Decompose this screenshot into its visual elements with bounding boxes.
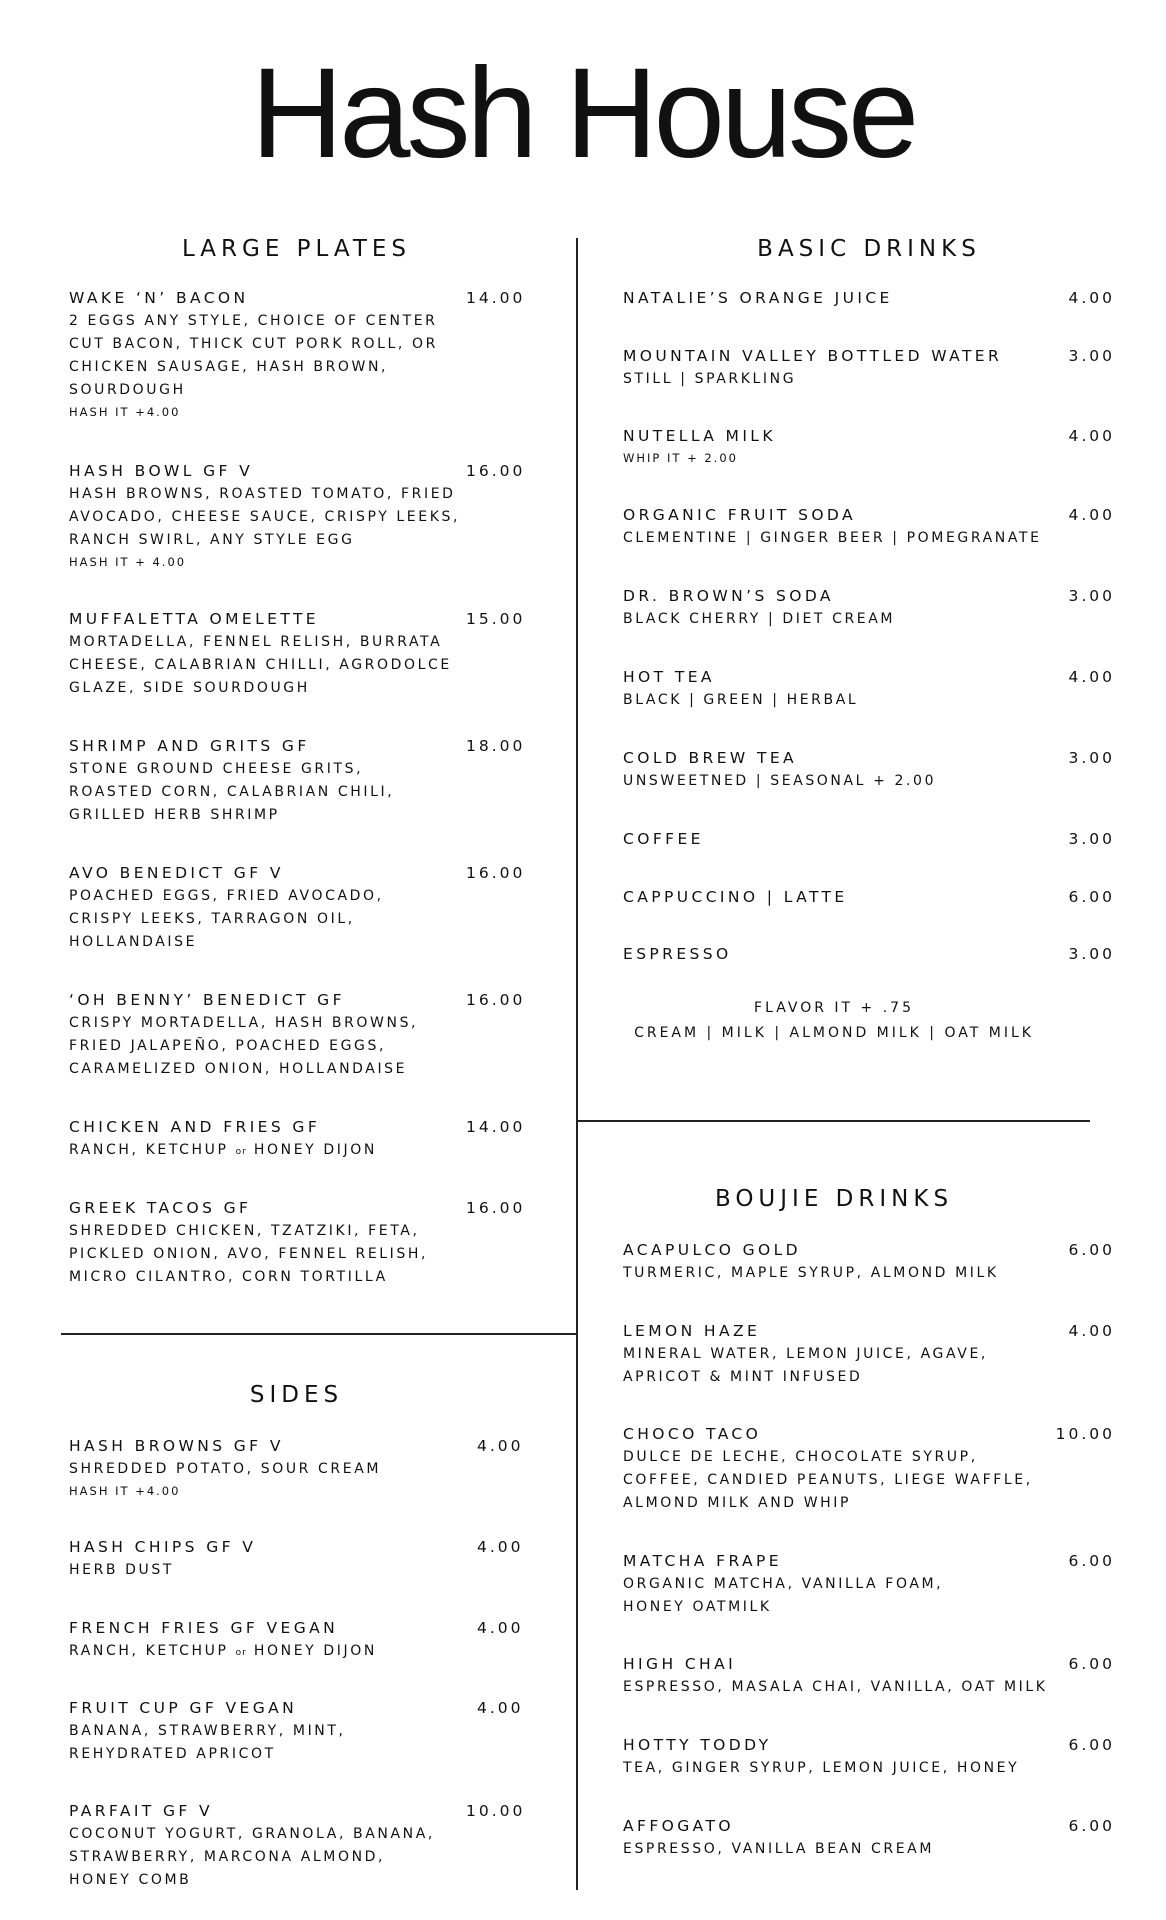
menu-item bbox=[623, 1238, 999, 1285]
item-desc: STONE GROUND CHEESE GRITS, bbox=[69, 761, 364, 777]
section-heading: SIDES bbox=[249, 1382, 344, 1408]
item-price: 6.00 bbox=[1068, 1736, 1115, 1754]
item-price: 10.00 bbox=[466, 1802, 526, 1820]
item-name: HASH BOWL GF V bbox=[69, 462, 254, 480]
menu-item bbox=[623, 503, 1042, 550]
item-price: 16.00 bbox=[466, 991, 526, 1009]
item-price: 6.00 bbox=[1068, 1655, 1115, 1673]
item-name: CAPPUCCINO | LATTE bbox=[623, 888, 848, 906]
item-desc: BANANA, STRAWBERRY, MINT, bbox=[69, 1723, 346, 1739]
menu-item bbox=[623, 827, 704, 851]
menu-item bbox=[623, 942, 732, 966]
item-name: CHICKEN AND FRIES GF bbox=[69, 1118, 321, 1136]
item-name: MOUNTAIN VALLEY BOTTLED WATER bbox=[623, 347, 1003, 365]
item-name: AFFOGATO bbox=[623, 1817, 734, 1835]
item-name: LEMON HAZE bbox=[623, 1322, 761, 1340]
menu-item bbox=[69, 1115, 377, 1164]
item-desc: DULCE DE LECHE, CHOCOLATE SYRUP, bbox=[623, 1449, 978, 1465]
item-name: HIGH CHAI bbox=[623, 1655, 737, 1673]
item-price: 4.00 bbox=[477, 1619, 524, 1637]
item-price: 6.00 bbox=[1068, 888, 1115, 906]
item-desc: RANCH SWIRL, ANY STYLE EGG bbox=[69, 532, 355, 548]
item-name: CHOCO TACO bbox=[623, 1425, 762, 1443]
desc-part: RANCH, KETCHUP bbox=[69, 1643, 236, 1659]
item-name: PARFAIT GF V bbox=[69, 1802, 214, 1820]
item-desc: COCONUT YOGURT, GRANOLA, BANANA, bbox=[69, 1826, 435, 1842]
menu-item bbox=[623, 1814, 934, 1861]
item-price: 6.00 bbox=[1068, 1817, 1115, 1835]
menu-item bbox=[623, 746, 936, 793]
item-price: 3.00 bbox=[1068, 347, 1115, 365]
menu-item bbox=[623, 1319, 988, 1389]
menu-item bbox=[69, 988, 418, 1081]
menu-item bbox=[69, 607, 452, 700]
item-desc: CLEMENTINE | GINGER BEER | POMEGRANATE bbox=[623, 530, 1042, 546]
item-name: DR. BROWN’S SODA bbox=[623, 587, 834, 605]
menu-item bbox=[623, 665, 858, 712]
desc-part: RANCH, KETCHUP bbox=[69, 1142, 236, 1158]
item-price: 4.00 bbox=[1068, 427, 1115, 445]
item-desc: CARAMELIZED ONION, HOLLANDAISE bbox=[69, 1061, 408, 1077]
item-name: HOT TEA bbox=[623, 668, 715, 686]
item-desc: GLAZE, SIDE SOURDOUGH bbox=[69, 680, 310, 696]
menu-item bbox=[623, 286, 893, 310]
item-price: 3.00 bbox=[1068, 830, 1115, 848]
item-desc: SOURDOUGH bbox=[69, 382, 186, 398]
item-price: 4.00 bbox=[1068, 668, 1115, 686]
item-price: 10.00 bbox=[1055, 1425, 1115, 1443]
item-price: 4.00 bbox=[477, 1538, 524, 1556]
item-name: FRUIT CUP GF VEGAN bbox=[69, 1699, 298, 1717]
item-desc: TEA, GINGER SYRUP, LEMON JUICE, HONEY bbox=[623, 1760, 1020, 1776]
item-price: 18.00 bbox=[466, 737, 526, 755]
item-name: FRENCH FRIES GF VEGAN bbox=[69, 1619, 339, 1637]
item-desc: BLACK CHERRY | DIET CREAM bbox=[623, 611, 896, 627]
item-desc bbox=[69, 1139, 377, 1164]
item-price: 4.00 bbox=[1068, 506, 1115, 524]
item-desc: ORGANIC MATCHA, VANILLA FOAM, bbox=[623, 1576, 944, 1592]
item-name: MATCHA FRAPE bbox=[623, 1552, 782, 1570]
item-desc: ROASTED CORN, CALABRIAN CHILI, bbox=[69, 784, 395, 800]
item-desc: REHYDRATED APRICOT bbox=[69, 1746, 276, 1762]
item-name: HASH BROWNS GF V bbox=[69, 1437, 284, 1455]
item-name: WAKE ‘N’ BACON bbox=[69, 289, 249, 307]
item-desc: UNSWEETNED | SEASONAL + 2.00 bbox=[623, 773, 937, 789]
item-desc: BLACK | GREEN | HERBAL bbox=[623, 692, 859, 708]
menu-item bbox=[69, 734, 394, 827]
menu-item bbox=[623, 1422, 1033, 1515]
menu-item bbox=[69, 1616, 377, 1665]
item-desc bbox=[69, 1640, 377, 1665]
item-desc: POACHED EGGS, FRIED AVOCADO, bbox=[69, 888, 384, 904]
item-name: MUFFALETTA OMELETTE bbox=[69, 610, 320, 628]
item-desc: 2 EGGS ANY STYLE, CHOICE OF CENTER bbox=[69, 313, 438, 329]
item-note: WHIP IT + 2.00 bbox=[623, 451, 738, 465]
menu-item bbox=[69, 1535, 256, 1582]
item-name: SHRIMP AND GRITS GF bbox=[69, 737, 310, 755]
item-price: 4.00 bbox=[1068, 1322, 1115, 1340]
restaurant-title: Hash House bbox=[250, 42, 916, 185]
item-price: 14.00 bbox=[466, 289, 526, 307]
item-desc: COFFEE, CANDIED PEANUTS, LIEGE WAFFLE, bbox=[623, 1472, 1033, 1488]
milk-options: CREAM | MILK | ALMOND MILK | OAT MILK bbox=[634, 1025, 1034, 1041]
item-desc: ALMOND MILK AND WHIP bbox=[623, 1495, 852, 1511]
menu-item bbox=[623, 1549, 943, 1619]
item-name: HOTTY TODDY bbox=[623, 1736, 772, 1754]
item-price: 3.00 bbox=[1068, 749, 1115, 767]
item-desc: CRISPY LEEKS, TARRAGON OIL, bbox=[69, 911, 355, 927]
item-note: HASH IT +4.00 bbox=[69, 1484, 181, 1498]
item-desc: CHICKEN SAUSAGE, HASH BROWN, bbox=[69, 359, 389, 375]
item-desc: MORTADELLA, FENNEL RELISH, BURRATA bbox=[69, 634, 443, 650]
item-desc: MICRO CILANTRO, CORN TORTILLA bbox=[69, 1269, 388, 1285]
item-desc: GRILLED HERB SHRIMP bbox=[69, 807, 280, 823]
menu-item bbox=[623, 424, 776, 468]
menu-item bbox=[623, 344, 1002, 391]
item-name: COLD BREW TEA bbox=[623, 749, 798, 767]
item-name: ORGANIC FRUIT SODA bbox=[623, 506, 857, 524]
menu-item bbox=[69, 286, 438, 422]
item-name: HASH CHIPS GF V bbox=[69, 1538, 257, 1556]
flavor-note: FLAVOR IT + .75 bbox=[754, 1000, 914, 1016]
item-desc: APRICOT & MINT INFUSED bbox=[623, 1369, 863, 1385]
menu-item bbox=[623, 885, 848, 909]
item-desc: SHREDDED POTATO, SOUR CREAM bbox=[69, 1461, 382, 1477]
item-price: 4.00 bbox=[1068, 289, 1115, 307]
item-desc: HOLLANDAISE bbox=[69, 934, 198, 950]
item-desc: CHEESE, CALABRIAN CHILLI, AGRODOLCE bbox=[69, 657, 452, 673]
item-name: GREEK TACOS GF bbox=[69, 1199, 252, 1217]
item-desc: STILL | SPARKLING bbox=[623, 371, 797, 387]
item-desc: TURMERIC, MAPLE SYRUP, ALMOND MILK bbox=[623, 1265, 999, 1281]
column-divider bbox=[576, 238, 578, 1890]
item-desc: AVOCADO, CHEESE SAUCE, CRISPY LEEKS, bbox=[69, 509, 461, 525]
item-desc: ESPRESSO, MASALA CHAI, VANILLA, OAT MILK bbox=[623, 1679, 1048, 1695]
section-heading: LARGE PLATES bbox=[181, 236, 412, 262]
item-price: 14.00 bbox=[466, 1118, 526, 1136]
item-desc: MINERAL WATER, LEMON JUICE, AGAVE, bbox=[623, 1346, 988, 1362]
menu-item bbox=[69, 1799, 435, 1892]
menu-item bbox=[623, 584, 895, 631]
section-heading: BOUJIE DRINKS bbox=[714, 1186, 954, 1212]
menu-item bbox=[69, 459, 460, 572]
menu-item bbox=[69, 1434, 381, 1501]
item-price: 16.00 bbox=[466, 462, 526, 480]
item-price: 3.00 bbox=[1068, 587, 1115, 605]
item-note: HASH IT +4.00 bbox=[69, 405, 181, 419]
right-section-divider bbox=[576, 1120, 1090, 1122]
item-note: HASH IT + 4.00 bbox=[69, 555, 187, 569]
item-price: 16.00 bbox=[466, 1199, 526, 1217]
desc-or: or bbox=[235, 1648, 247, 1658]
item-desc: PICKLED ONION, AVO, FENNEL RELISH, bbox=[69, 1246, 429, 1262]
item-price: 16.00 bbox=[466, 864, 526, 882]
item-name: ‘OH BENNY’ BENEDICT GF bbox=[69, 991, 345, 1009]
item-desc: HONEY OATMILK bbox=[623, 1599, 772, 1615]
desc-part: HONEY DIJON bbox=[246, 1643, 377, 1659]
item-desc: ESPRESSO, VANILLA BEAN CREAM bbox=[623, 1841, 935, 1857]
item-name: ESPRESSO bbox=[623, 945, 732, 963]
item-desc: HERB DUST bbox=[69, 1562, 175, 1578]
item-name: COFFEE bbox=[623, 830, 704, 848]
item-price: 4.00 bbox=[477, 1699, 524, 1717]
menu-item bbox=[69, 1696, 346, 1766]
item-desc: HASH BROWNS, ROASTED TOMATO, FRIED bbox=[69, 486, 456, 502]
item-desc: CRISPY MORTADELLA, HASH BROWNS, bbox=[69, 1015, 419, 1031]
item-desc: STRAWBERRY, MARCONA ALMOND, bbox=[69, 1849, 386, 1865]
desc-or: or bbox=[235, 1147, 247, 1157]
item-desc: HONEY COMB bbox=[69, 1872, 192, 1888]
item-price: 4.00 bbox=[477, 1437, 524, 1455]
menu-item bbox=[69, 861, 384, 954]
item-price: 15.00 bbox=[466, 610, 526, 628]
desc-part: HONEY DIJON bbox=[246, 1142, 377, 1158]
item-desc: CUT BACON, THICK CUT PORK ROLL, OR bbox=[69, 336, 438, 352]
item-price: 3.00 bbox=[1068, 945, 1115, 963]
item-price: 6.00 bbox=[1068, 1241, 1115, 1259]
item-name: ACAPULCO GOLD bbox=[623, 1241, 802, 1259]
left-section-divider bbox=[61, 1333, 576, 1335]
item-name: AVO BENEDICT GF V bbox=[69, 864, 284, 882]
menu-item bbox=[623, 1733, 1019, 1780]
item-desc: SHREDDED CHICKEN, TZATZIKI, FETA, bbox=[69, 1223, 420, 1239]
menu-item bbox=[69, 1196, 428, 1289]
item-desc: FRIED JALAPEÑO, POACHED EGGS, bbox=[69, 1038, 387, 1054]
item-name: NUTELLA MILK bbox=[623, 427, 776, 445]
item-name: NATALIE’S ORANGE JUICE bbox=[623, 289, 893, 307]
item-price: 6.00 bbox=[1068, 1552, 1115, 1570]
menu-item bbox=[623, 1652, 1048, 1699]
section-heading: BASIC DRINKS bbox=[757, 236, 981, 262]
